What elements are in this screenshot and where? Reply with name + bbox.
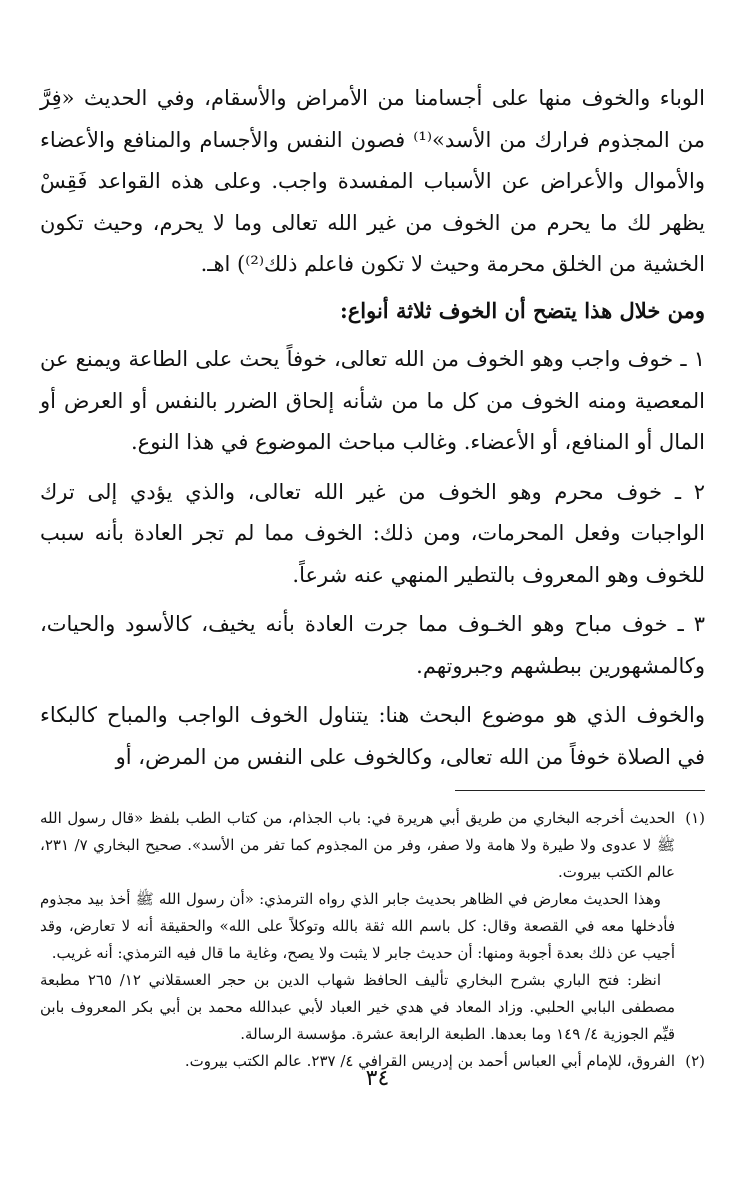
- footnote-text: وهذا الحديث معارض في الظاهر بحديث جابر الذي رواه الترمذي: «أن رسول الله ﷺ أخذ بيد مجذوم فأدخلها معه في القصعة وقال: كل باسم الله ثقة بالله وتوكلاً على الله» والحقيقة أنه لا تعارض، وقد أجيب عن ذلك بعدة أجوبة ومنها: أن حديث جابر لا يثبت ولا يصح، وغاية ما قال فيه الترمذي: أنه غريب.: [40, 890, 675, 962]
- footnote-text: الحديث أخرجه البخاري من طريق أبي هريرة في: باب الجذام، من كتاب الطب بلفظ «قال رسول الله ﷺ لا عدوى ولا طيرة ولا هامة ولا صفر، وفر من المجذوم كما تفر من الأسد». صحيح البخاري ٧/ ٢٣١، عالم الكتب بيروت.: [40, 809, 675, 881]
- footnotes: [40, 805, 705, 1075]
- main-text: [40, 78, 705, 778]
- paragraph-type-2: ٢ ـ خوف محرم وهو الخوف من غير الله تعالى، والذي يؤدي إلى ترك الواجبات وفعل المحرمات، ومن ذلك: الخوف مما لم تجر العادة بأنه سبب للخوف وهو المعروف بالتطير المنهي عنه شرعاً.: [40, 479, 705, 587]
- footnote-text: الفروق، للإمام أبي العباس أحمد بن إدريس القرافي ٤/ ٢٣٧. عالم الكتب بيروت.: [184, 1052, 675, 1070]
- footnote-separator: [455, 790, 705, 791]
- paragraph-type-3: ٣ ـ خوف مباح وهو الخـوف مما جرت العادة بأنه يخيف، كالأسود والحيات، وكالمشهورين ببطشهم وجبروتهم.: [40, 612, 705, 678]
- footnote-number: (٢): [685, 1052, 705, 1070]
- paragraph-intro: الوباء والخوف منها على أجسامنا من الأمراض والأسقام، وفي الحديث «فِرَّ من المجذوم فرارك من الأسد»⁽¹⁾ فصون النفس والأجسام والمنافع والأعضاء والأموال والأعراض عن الأسباب المفسدة واجب. وعلى هذه القواعد فَقِسْ يظهر لك ما يحرم من الخوف من غير الله تعالى وما لا يحرم، وحيث تكون الخشية من الخلق محرمة وحيث لا تكون فاعلم ذلك⁽²⁾) اهـ.: [40, 86, 705, 276]
- paragraph-research-scope: والخوف الذي هو موضوع البحث هنا: يتناول الخوف الواجب والمباح كالبكاء في الصلاة خوفاً من الله تعالى، وكالخوف على النفس من المرض، أو: [40, 703, 705, 769]
- footnote-body: [40, 805, 675, 1048]
- footnote-1: [40, 805, 705, 1048]
- paragraph-type-1: ١ ـ خوف واجب وهو الخوف من الله تعالى، خوفاً يحث على الطاعة ويمنع عن المعصية ومنه الخوف من كل ما من شأنه إلحاق الضرر بالنفس أو العرض أو المال أو المنافع، أو الأعضاء. وغالب مباحث الموضوع في هذا النوع.: [40, 347, 705, 454]
- footnote-number: (١): [685, 809, 705, 827]
- section-heading: ومن خلال هذا يتضح أن الخوف ثلاثة أنواع:: [340, 297, 705, 323]
- footnote-text: انظر: فتح الباري بشرح البخاري تأليف الحافظ شهاب الدين بن حجر العسقلاني ١٢/ ٢٦٥ مطبعة مصطفى البابي الحلبي. وزاد المعاد في هدي خير العباد لأبي عبدالله محمد بن أبي بكر المعروف بابن قيِّم الجوزية ٤/ ١٤٩ وما بعدها. الطبعة الرابعة عشرة. مؤسسة الرسالة.: [40, 971, 675, 1043]
- page-number: ٣٤: [365, 1066, 390, 1091]
